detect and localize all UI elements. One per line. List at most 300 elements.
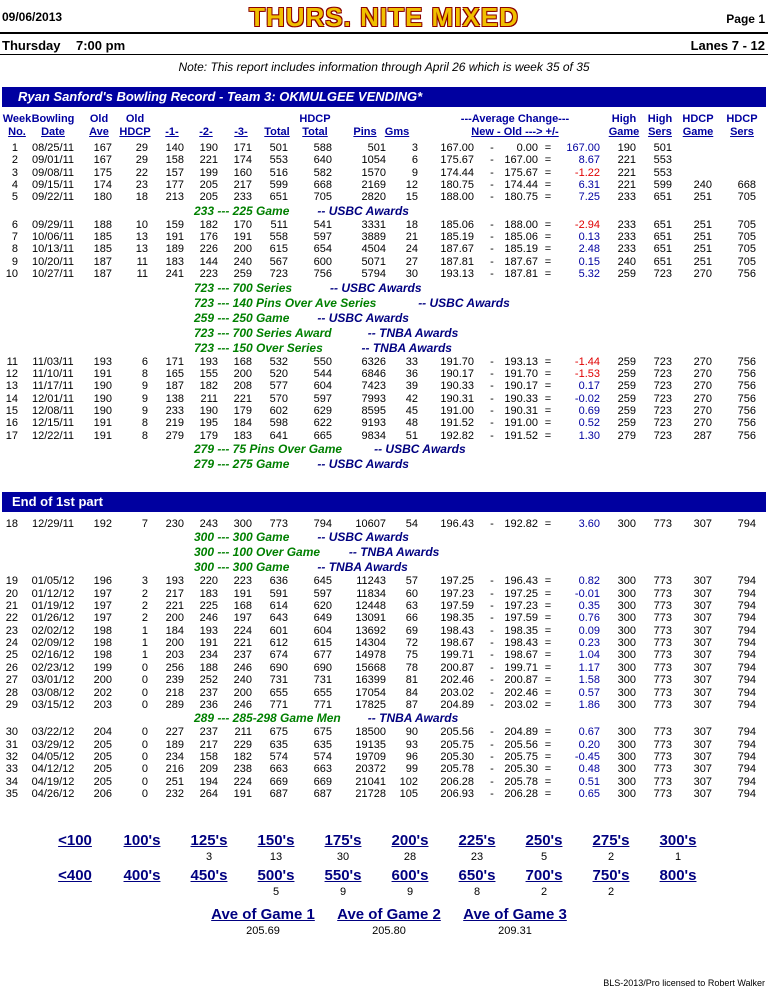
cell-pins: 13091 bbox=[355, 612, 386, 625]
table-row bbox=[0, 380, 768, 393]
col-game2 bbox=[194, 126, 218, 139]
cell-g1: 213 bbox=[165, 191, 184, 204]
cell-hs: 773 bbox=[653, 698, 672, 711]
cell-g1: 189 bbox=[165, 738, 184, 751]
cell-old: 193.13 bbox=[504, 355, 538, 368]
cell-g3: 221 bbox=[233, 392, 252, 405]
cell-chg: 0.76 bbox=[578, 612, 600, 625]
cell-dash: - bbox=[490, 637, 494, 650]
cell-hhg: 270 bbox=[693, 355, 712, 368]
cell-htot: 794 bbox=[313, 518, 332, 530]
cell-new: 198.35 bbox=[440, 612, 474, 625]
award-source: -- USBC Awards bbox=[330, 280, 422, 295]
cell-g1: 230 bbox=[165, 518, 184, 530]
cell-hhg: 251 bbox=[693, 243, 712, 256]
cell-hdcp: 11 bbox=[136, 255, 148, 268]
cell-g3: 170 bbox=[233, 218, 252, 231]
cell-g3: 217 bbox=[233, 179, 252, 192]
cell-hs: 773 bbox=[653, 686, 672, 699]
cell-hhg: 307 bbox=[693, 726, 712, 739]
cell-hg: 300 bbox=[617, 600, 636, 613]
game-average-value: 205.80 bbox=[372, 925, 406, 937]
bucket-count: 9 bbox=[339, 886, 347, 898]
cell-date: 03/29/12 bbox=[31, 738, 75, 751]
cell-dash: - bbox=[490, 142, 494, 154]
cell-tot: 635 bbox=[269, 738, 288, 751]
cell-wk: 20 bbox=[5, 587, 18, 600]
cell-hhg: 307 bbox=[693, 624, 712, 637]
cell-dash: - bbox=[490, 787, 494, 800]
cell-wk: 15 bbox=[5, 404, 18, 417]
cell-old: 196.43 bbox=[504, 575, 538, 588]
cell-hhs: 756 bbox=[737, 367, 756, 380]
cell-dash: - bbox=[490, 624, 494, 637]
cell-htot: 640 bbox=[313, 154, 332, 167]
cell-pins: 15668 bbox=[355, 661, 386, 674]
cell-pins: 8595 bbox=[361, 404, 386, 417]
bowler-record-banner: Ryan Sanford's Bowling Record - Team 3: OKMULGEE VENDING* bbox=[2, 87, 766, 107]
cell-old: 198.43 bbox=[504, 637, 538, 650]
cell-hg: 259 bbox=[617, 355, 636, 368]
cell-g3: 240 bbox=[233, 255, 252, 268]
bucket-count: 2 bbox=[607, 886, 615, 898]
table-row bbox=[0, 763, 768, 776]
col-old-hdcp-line1: Old bbox=[125, 113, 145, 125]
cell-ave: 198 bbox=[93, 637, 112, 650]
cell-hdcp: 13 bbox=[135, 231, 148, 244]
cell-hhs: 794 bbox=[737, 674, 756, 687]
cell-g2: 234 bbox=[199, 649, 218, 662]
cell-new: 190.31 bbox=[440, 392, 474, 405]
table-row bbox=[0, 612, 768, 625]
cell-wk: 18 bbox=[5, 518, 18, 530]
league-title: THURS. NITE MIXED bbox=[249, 2, 519, 32]
cell-htot: 574 bbox=[313, 750, 332, 763]
cell-dash: - bbox=[490, 404, 494, 417]
cell-dash: - bbox=[490, 674, 494, 687]
cell-wk: 7 bbox=[11, 231, 18, 244]
cell-g2: 217 bbox=[199, 738, 218, 751]
cell-pins: 12448 bbox=[355, 600, 386, 613]
table-row bbox=[0, 662, 768, 675]
cell-date: 09/15/11 bbox=[31, 179, 74, 192]
cell-dash: - bbox=[490, 154, 494, 167]
cell-new: 174.44 bbox=[440, 166, 474, 179]
cell-equals: = bbox=[544, 231, 552, 244]
cell-new: 205.78 bbox=[440, 763, 474, 776]
cell-g1: 251 bbox=[165, 775, 184, 788]
cell-hdcp: 0 bbox=[141, 661, 148, 674]
col-old-hdcp bbox=[118, 113, 152, 139]
cell-g1: 221 bbox=[165, 600, 184, 613]
cell-ave: 205 bbox=[93, 775, 112, 788]
cell-gms: 96 bbox=[405, 750, 418, 763]
table-row bbox=[0, 356, 768, 369]
cell-gms: 60 bbox=[405, 587, 418, 600]
cell-date: 10/20/11 bbox=[31, 255, 74, 268]
bucket-count: 5 bbox=[540, 851, 548, 863]
cell-wk: 1 bbox=[11, 142, 18, 154]
table-row bbox=[0, 393, 768, 406]
cell-chg: 6.31 bbox=[578, 179, 600, 192]
cell-hg: 300 bbox=[617, 624, 636, 637]
cell-equals: = bbox=[544, 429, 552, 442]
cell-hdcp: 0 bbox=[141, 750, 148, 763]
cell-date: 03/08/12 bbox=[31, 686, 75, 699]
cell-pins: 14978 bbox=[355, 649, 386, 662]
cell-g1: 234 bbox=[165, 750, 184, 763]
cell-chg: -1.53 bbox=[574, 367, 600, 380]
award-source: -- TNBA Awards bbox=[367, 711, 459, 726]
cell-g1: 157 bbox=[165, 166, 184, 179]
cell-wk: 28 bbox=[5, 686, 18, 699]
cell-hdcp: 0 bbox=[141, 686, 148, 699]
col-old-hdcp-line2: HDCP bbox=[119, 126, 151, 138]
cell-pins: 4504 bbox=[361, 243, 386, 256]
cell-dash: - bbox=[490, 575, 494, 588]
cell-date: 02/16/12 bbox=[31, 649, 75, 662]
cell-date: 12/01/11 bbox=[31, 392, 74, 405]
cell-ave: 196 bbox=[93, 575, 112, 588]
col-high-game-line1: High bbox=[611, 113, 637, 125]
cell-tot: 771 bbox=[269, 698, 288, 711]
bucket-count: 3 bbox=[205, 851, 213, 863]
cell-wk: 23 bbox=[5, 624, 18, 637]
cell-chg: 1.17 bbox=[578, 661, 600, 674]
cell-old: 192.82 bbox=[504, 518, 538, 530]
cell-htot: 756 bbox=[313, 268, 332, 281]
cell-htot: 604 bbox=[313, 380, 332, 393]
bucket-label: 250's bbox=[525, 832, 563, 849]
cell-wk: 16 bbox=[5, 417, 18, 430]
cell-g2: 193 bbox=[199, 624, 218, 637]
col-hdcp-series-line1: HDCP bbox=[726, 113, 758, 125]
cell-g3: 179 bbox=[233, 404, 252, 417]
cell-wk: 26 bbox=[5, 661, 18, 674]
cell-hhs: 794 bbox=[737, 750, 756, 763]
cell-old: 180.75 bbox=[504, 191, 538, 204]
cell-hhg: 270 bbox=[693, 392, 712, 405]
cell-tot: 570 bbox=[269, 392, 288, 405]
award-row bbox=[0, 442, 768, 457]
cell-old: 205.78 bbox=[504, 775, 538, 788]
cell-g1: 289 bbox=[165, 698, 184, 711]
cell-date: 12/15/11 bbox=[31, 417, 74, 430]
cell-dash: - bbox=[490, 775, 494, 788]
cell-pins: 3331 bbox=[361, 218, 386, 231]
cell-g1: 217 bbox=[165, 587, 184, 600]
award-text: 723 --- 150 Over Series bbox=[194, 340, 323, 355]
cell-tot: 731 bbox=[269, 674, 288, 687]
cell-htot: 675 bbox=[313, 726, 332, 739]
cell-g2: 205 bbox=[199, 179, 218, 192]
cell-hg: 259 bbox=[617, 404, 636, 417]
col-high-series-line1: High bbox=[647, 113, 673, 125]
cell-hhg: 270 bbox=[693, 404, 712, 417]
cell-htot: 622 bbox=[313, 417, 332, 430]
cell-g3: 168 bbox=[233, 355, 252, 368]
cell-dash: - bbox=[490, 392, 494, 405]
cell-tot: 723 bbox=[269, 268, 288, 281]
cell-hdcp: 8 bbox=[141, 417, 148, 430]
subheader-rule bbox=[0, 54, 768, 55]
cell-htot: 655 bbox=[313, 686, 332, 699]
cell-g2: 221 bbox=[199, 154, 218, 167]
col-pins-label: Pins bbox=[353, 126, 377, 138]
cell-date: 01/12/12 bbox=[31, 587, 75, 600]
award-text: 300 --- 300 Game bbox=[194, 560, 290, 575]
cell-g1: 233 bbox=[165, 404, 184, 417]
cell-htot: 597 bbox=[313, 231, 332, 244]
cell-hs: 773 bbox=[653, 624, 672, 637]
cell-hhs: 794 bbox=[737, 518, 756, 530]
cell-hhs: 794 bbox=[737, 624, 756, 637]
cell-g1: 138 bbox=[165, 392, 184, 405]
cell-hdcp: 8 bbox=[141, 429, 148, 442]
col-total bbox=[261, 126, 293, 139]
cell-tot: 553 bbox=[269, 154, 288, 167]
cell-new: 191.70 bbox=[440, 355, 474, 368]
cell-hs: 651 bbox=[653, 255, 672, 268]
cell-dash: - bbox=[490, 726, 494, 739]
cell-pins: 18500 bbox=[355, 726, 386, 739]
cell-g1: 256 bbox=[165, 661, 184, 674]
cell-g3: 208 bbox=[233, 380, 252, 393]
cell-htot: 649 bbox=[313, 612, 332, 625]
bucket-label: 500's bbox=[257, 867, 295, 884]
cell-hg: 233 bbox=[617, 243, 636, 256]
cell-hhg: 307 bbox=[693, 575, 712, 588]
col-date-line2: Date bbox=[41, 126, 65, 138]
cell-htot: 635 bbox=[313, 738, 332, 751]
cell-hdcp: 0 bbox=[141, 674, 148, 687]
cell-hg: 259 bbox=[617, 392, 636, 405]
cell-g3: 191 bbox=[233, 231, 252, 244]
col-old-ave-line2: Ave bbox=[89, 126, 109, 138]
cell-new: 190.33 bbox=[440, 380, 474, 393]
cell-hdcp: 10 bbox=[135, 218, 148, 231]
award-row bbox=[0, 311, 768, 326]
col-total-label: Total bbox=[264, 126, 290, 138]
cell-hdcp: 22 bbox=[135, 166, 148, 179]
cell-g1: 203 bbox=[165, 649, 184, 662]
cell-hhg: 251 bbox=[693, 191, 712, 204]
cell-hhg: 307 bbox=[693, 674, 712, 687]
cell-equals: = bbox=[544, 575, 552, 588]
cell-htot: 541 bbox=[313, 218, 332, 231]
cell-equals: = bbox=[544, 600, 552, 613]
cell-old: 198.35 bbox=[504, 624, 538, 637]
table-row bbox=[0, 430, 768, 443]
cell-ave: 175 bbox=[93, 166, 112, 179]
cell-date: 01/26/12 bbox=[31, 612, 75, 625]
award-row bbox=[0, 711, 768, 726]
cell-ave: 191 bbox=[93, 417, 112, 430]
award-source: -- USBC Awards bbox=[317, 456, 409, 471]
cell-g1: 241 bbox=[165, 268, 184, 281]
col-hdcp-total bbox=[298, 113, 332, 139]
cell-htot: 582 bbox=[313, 166, 332, 179]
cell-hs: 723 bbox=[653, 268, 672, 281]
cell-equals: = bbox=[544, 763, 552, 776]
cell-hhg: 307 bbox=[693, 612, 712, 625]
cell-date: 08/25/11 bbox=[31, 142, 74, 154]
cell-new: 175.67 bbox=[440, 154, 474, 167]
cell-ave: 205 bbox=[93, 750, 112, 763]
cell-equals: = bbox=[544, 243, 552, 256]
cell-hs: 773 bbox=[653, 763, 672, 776]
cell-hg: 300 bbox=[617, 698, 636, 711]
col-high-game bbox=[608, 113, 640, 139]
cell-pins: 11834 bbox=[356, 587, 386, 600]
cell-g3: 300 bbox=[233, 518, 252, 530]
award-row bbox=[0, 530, 768, 545]
cell-dash: - bbox=[490, 750, 494, 763]
col-game3 bbox=[229, 126, 253, 139]
cell-pins: 14304 bbox=[355, 637, 386, 650]
cell-wk: 24 bbox=[5, 637, 18, 650]
cell-gms: 21 bbox=[405, 231, 418, 244]
col-week-line2: No. bbox=[8, 126, 26, 138]
cell-gms: 30 bbox=[405, 268, 418, 281]
cell-g1: 191 bbox=[165, 231, 184, 244]
cell-hdcp: 6 bbox=[141, 355, 148, 368]
cell-equals: = bbox=[544, 587, 552, 600]
cell-g1: 184 bbox=[165, 624, 184, 637]
award-row bbox=[0, 326, 768, 341]
cell-pins: 17054 bbox=[355, 686, 386, 699]
cell-pins: 5794 bbox=[361, 268, 386, 281]
cell-wk: 27 bbox=[5, 674, 18, 687]
cell-hg: 221 bbox=[617, 154, 636, 167]
cell-hhg: 251 bbox=[693, 218, 712, 231]
cell-new: 205.56 bbox=[440, 726, 474, 739]
cell-ave: 204 bbox=[93, 726, 112, 739]
cell-g3: 221 bbox=[233, 637, 252, 650]
cell-g1: 140 bbox=[165, 142, 184, 154]
award-text: 723 --- 140 Pins Over Ave Series bbox=[194, 295, 377, 310]
cell-pins: 6326 bbox=[361, 355, 386, 368]
cell-ave: 174 bbox=[93, 179, 112, 192]
cell-hdcp: 0 bbox=[141, 787, 148, 800]
cell-date: 09/22/11 bbox=[31, 191, 74, 204]
award-text: 259 --- 250 Game bbox=[194, 310, 290, 325]
col-average-change-line1: ---Average Change--- bbox=[460, 113, 570, 125]
cell-hhg: 307 bbox=[693, 738, 712, 751]
award-source: -- TNBA Awards bbox=[367, 325, 459, 340]
cell-ave: 197 bbox=[93, 600, 112, 613]
cell-htot: 600 bbox=[313, 255, 332, 268]
cell-tot: 663 bbox=[269, 763, 288, 776]
cell-g3: 183 bbox=[233, 429, 252, 442]
cell-hdcp: 2 bbox=[141, 587, 148, 600]
cell-chg: 5.32 bbox=[578, 268, 600, 281]
cell-hs: 553 bbox=[653, 166, 672, 179]
cell-hs: 773 bbox=[653, 518, 672, 530]
cell-hg: 233 bbox=[617, 231, 636, 244]
col-pins bbox=[350, 126, 380, 139]
cell-hs: 773 bbox=[653, 649, 672, 662]
league-time: 7:00 pm bbox=[76, 38, 126, 53]
cell-hg: 240 bbox=[617, 255, 636, 268]
award-text: 279 --- 275 Game bbox=[194, 456, 290, 471]
cell-g3: 168 bbox=[233, 600, 252, 613]
cell-ave: 197 bbox=[93, 612, 112, 625]
cell-tot: 577 bbox=[269, 380, 288, 393]
cell-g3: 174 bbox=[233, 154, 252, 167]
cell-hhg: 270 bbox=[693, 417, 712, 430]
award-source: -- TNBA Awards bbox=[317, 560, 408, 575]
cell-tot: 643 bbox=[269, 612, 288, 625]
cell-hhg: 287 bbox=[693, 429, 712, 442]
cell-date: 09/08/11 bbox=[31, 166, 74, 179]
award-source: -- TNBA Awards bbox=[348, 545, 440, 560]
cell-chg: 0.67 bbox=[578, 726, 600, 739]
cell-chg: 8.67 bbox=[578, 154, 600, 167]
cell-hs: 723 bbox=[653, 355, 672, 368]
cell-hhs: 794 bbox=[737, 686, 756, 699]
cell-hg: 300 bbox=[617, 726, 636, 739]
cell-equals: = bbox=[544, 179, 552, 192]
cell-hg: 300 bbox=[617, 738, 636, 751]
cell-hhs: 756 bbox=[737, 417, 756, 430]
table-row bbox=[0, 687, 768, 700]
cell-gms: 48 bbox=[405, 417, 418, 430]
cell-wk: 30 bbox=[5, 726, 18, 739]
cell-pins: 7993 bbox=[361, 392, 386, 405]
cell-g3: 223 bbox=[233, 575, 252, 588]
award-row bbox=[0, 341, 768, 356]
cell-g2: 183 bbox=[199, 587, 218, 600]
cell-tot: 675 bbox=[269, 726, 288, 739]
cell-hhg: 307 bbox=[693, 698, 712, 711]
cell-htot: 544 bbox=[313, 367, 332, 380]
col-week-line1: Week bbox=[2, 113, 32, 125]
award-text: 300 --- 100 Over Game bbox=[194, 545, 321, 560]
cell-gms: 12 bbox=[405, 179, 418, 192]
cell-g1: 239 bbox=[165, 674, 184, 687]
cell-tot: 516 bbox=[269, 166, 288, 179]
game-average-label: Ave of Game 3 bbox=[463, 906, 567, 923]
cell-old: 202.46 bbox=[504, 686, 538, 699]
cell-date: 02/09/12 bbox=[31, 637, 75, 650]
cell-hdcp: 11 bbox=[136, 268, 148, 281]
cell-htot: 771 bbox=[313, 698, 332, 711]
col-date-line1: Bowling bbox=[31, 113, 75, 125]
cell-wk: 11 bbox=[6, 355, 18, 368]
cell-chg: -0.01 bbox=[574, 587, 600, 600]
cell-hs: 773 bbox=[653, 612, 672, 625]
cell-pins: 9193 bbox=[361, 417, 386, 430]
cell-old: 199.71 bbox=[504, 661, 538, 674]
award-row bbox=[0, 296, 768, 311]
cell-old: 203.02 bbox=[504, 698, 538, 711]
cell-g3: 197 bbox=[233, 612, 252, 625]
cell-chg: -1.44 bbox=[574, 355, 600, 368]
cell-pins: 17825 bbox=[355, 698, 386, 711]
bucket-label: 750's bbox=[592, 867, 630, 884]
cell-g2: 190 bbox=[199, 404, 218, 417]
cell-g1: 227 bbox=[165, 726, 184, 739]
cell-hg: 279 bbox=[617, 429, 636, 442]
cell-chg: 0.57 bbox=[578, 686, 600, 699]
cell-ave: 197 bbox=[93, 587, 112, 600]
bucket-label: <100 bbox=[58, 832, 92, 849]
cell-date: 10/27/11 bbox=[31, 268, 74, 281]
cell-hhg: 307 bbox=[693, 661, 712, 674]
cell-wk: 2 bbox=[11, 154, 18, 167]
cell-equals: = bbox=[544, 355, 552, 368]
